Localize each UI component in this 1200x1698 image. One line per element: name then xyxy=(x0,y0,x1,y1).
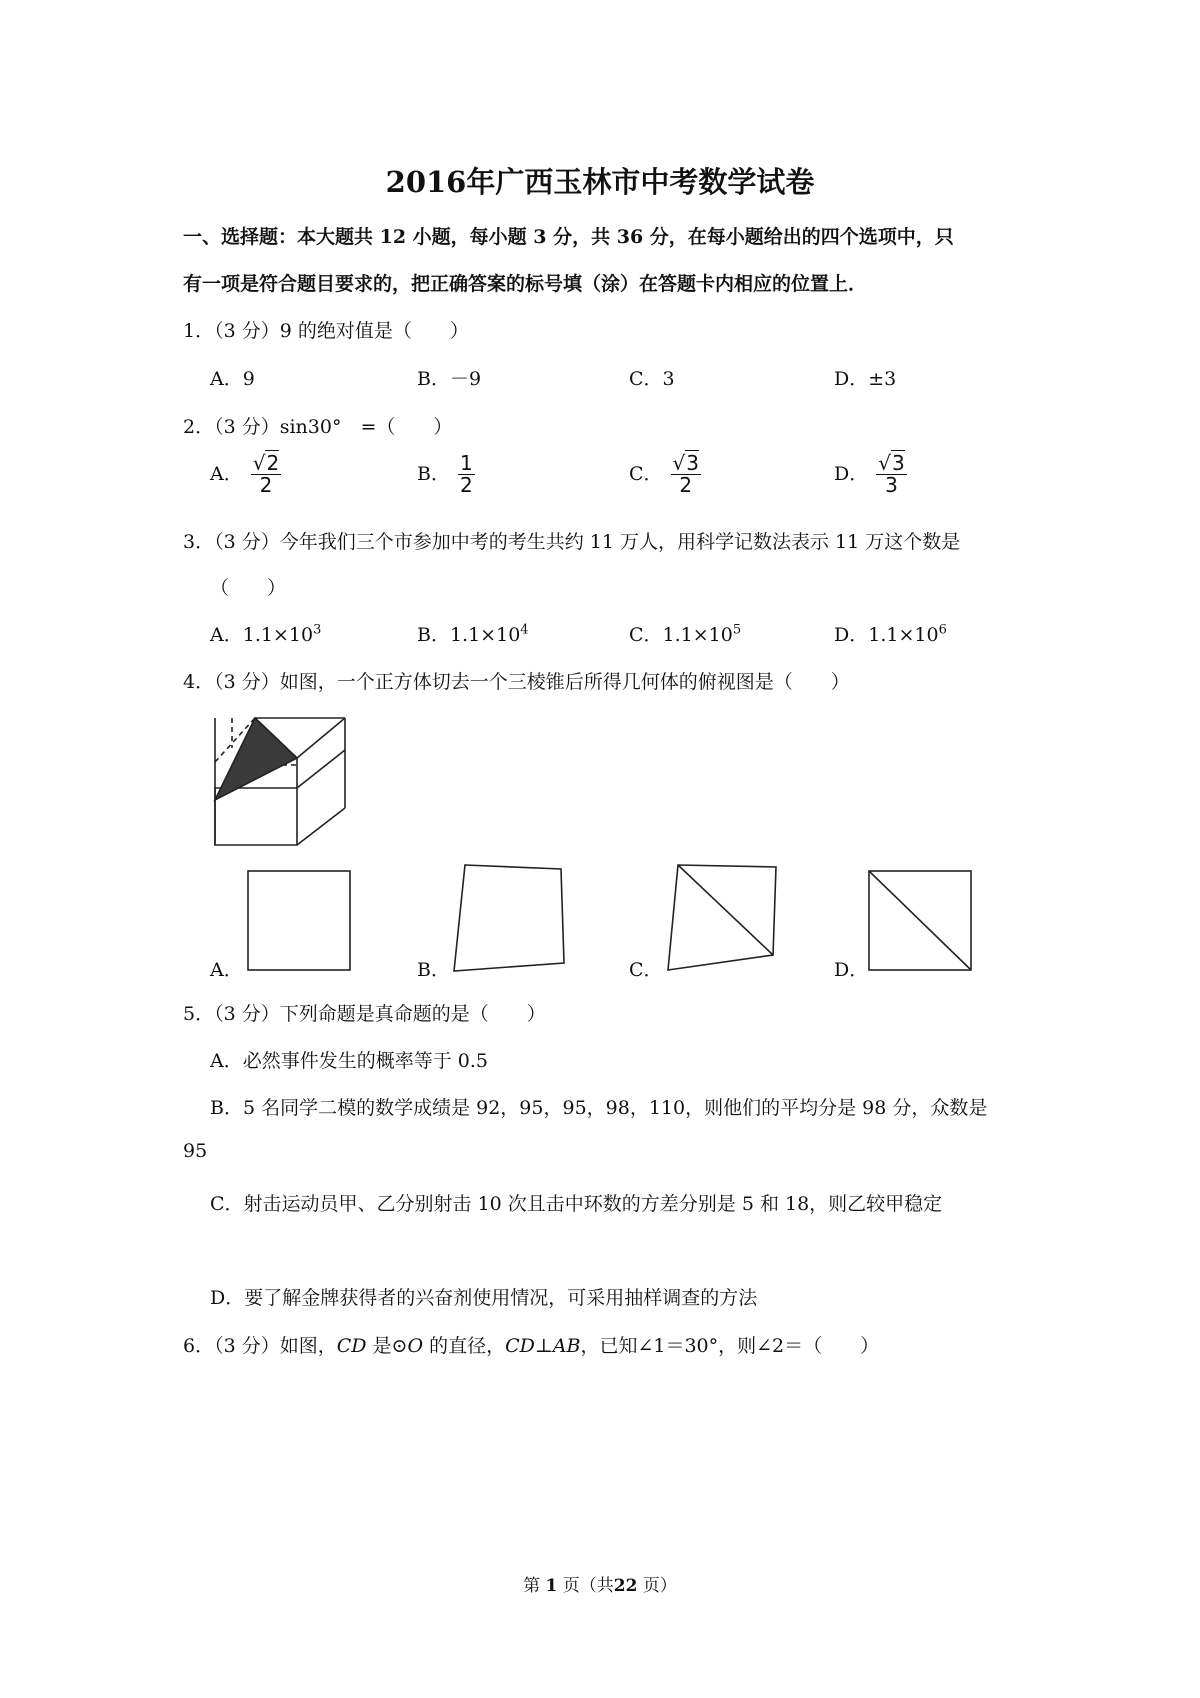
option-label: B． xyxy=(417,624,450,646)
q5-option-d: D．要了解金牌获得者的兴奋剂使用情况，可采用抽样调查的方法 xyxy=(210,1287,758,1309)
option-base: 1.1×10 xyxy=(242,624,314,646)
radical-sign: √ xyxy=(878,451,891,475)
fraction-denominator: 2 xyxy=(459,473,473,497)
fraction-numerator: 3 xyxy=(686,451,700,475)
option-label: D． xyxy=(834,624,869,646)
q6-prefix: 6．（3 分）如图， xyxy=(183,1335,337,1357)
q4-option-d-label: D． xyxy=(834,959,869,981)
footer-text: 页） xyxy=(642,1576,677,1596)
q6-text: 是⊙ xyxy=(366,1335,408,1357)
option-base: 1.1×10 xyxy=(868,624,939,646)
fraction-denominator: 2 xyxy=(679,473,693,497)
q2-option-a-label: A． xyxy=(210,462,243,485)
q1-option-b: B．－9 xyxy=(417,368,482,390)
q4-option-c-diagonal xyxy=(678,865,773,955)
option-base: 1.1×10 xyxy=(662,624,733,646)
q6-segment-ab: AB xyxy=(552,1335,581,1357)
page-footer xyxy=(0,1571,1200,1596)
option-exponent: 3 xyxy=(313,622,322,638)
q6-segment-cd: CD xyxy=(505,1335,535,1357)
option-exponent: 6 xyxy=(938,622,947,638)
footer-total-pages: 22 xyxy=(613,1576,638,1596)
q1-option-a: A．9 xyxy=(210,368,255,390)
option-base: 1.1×10 xyxy=(449,624,521,646)
q6-circle-o: O xyxy=(407,1335,424,1357)
q2-option-d-label: D． xyxy=(834,462,869,485)
q4-option-b-quadrilateral xyxy=(454,865,564,971)
q1-option-d: D．±3 xyxy=(834,368,897,390)
page-title: 2016年广西玉林市中考数学试卷 xyxy=(385,165,815,199)
q4-option-d-diagonal xyxy=(869,871,971,970)
q1-option-c: C．3 xyxy=(629,368,675,390)
footer-text: 第 xyxy=(523,1576,541,1596)
q5-option-a: A．必然事件发生的概率等于 0.5 xyxy=(210,1050,488,1072)
footer-page-number: 1 xyxy=(545,1576,558,1596)
fraction-numerator: 3 xyxy=(891,451,905,475)
question-6-stem xyxy=(183,1331,879,1358)
q4-option-c-label: C． xyxy=(629,959,663,981)
question-1-stem: 1．（3 分）9 的绝对值是（ ） xyxy=(183,320,469,342)
radical-sign: √ xyxy=(672,451,686,475)
option-exponent: 4 xyxy=(520,622,529,638)
option-label: C． xyxy=(629,624,663,646)
question-3-stem-line-2: （ ） xyxy=(210,577,287,599)
q2-option-c-label: C． xyxy=(629,462,663,485)
q4-option-c-quadrilateral xyxy=(668,865,776,970)
question-2-stem: 2．（3 分）sin30° =（ ） xyxy=(183,416,453,438)
footer-text: 页（共 xyxy=(562,1576,614,1596)
perpendicular-symbol: ⊥ xyxy=(534,1335,553,1357)
q6-text: ，已知∠1＝30°，则∠2＝（ ） xyxy=(580,1335,880,1357)
option-exponent: 5 xyxy=(732,622,742,638)
fraction-numerator: 1 xyxy=(459,451,473,475)
fraction-denominator: 3 xyxy=(885,473,898,497)
q4-option-a-square xyxy=(248,871,350,970)
q4-option-b-label: B． xyxy=(417,959,450,981)
q5-option-b-line-1: B．5 名同学二模的数学成绩是 92，95，95，98，110，则他们的平均分是 98 分，众数是 xyxy=(210,1097,988,1119)
question-4-stem: 4．（3 分）如图，一个正方体切去一个三棱锥后所得几何体的俯视图是（ ） xyxy=(183,671,850,693)
q5-option-c: C．射击运动员甲、乙分别射击 10 次且击中环数的方差分别是 5 和 18，则乙较甲稳定 xyxy=(210,1193,943,1215)
question-5-stem: 5．（3 分）下列命题是真命题的是（ ） xyxy=(183,1003,546,1025)
q4-option-a-label: A． xyxy=(210,959,243,981)
fraction-denominator: 2 xyxy=(259,473,273,497)
radical-sign: √ xyxy=(252,451,266,475)
q5-option-b-line-2: 95 xyxy=(183,1140,208,1162)
fraction-numerator: 2 xyxy=(266,451,280,475)
option-label: A． xyxy=(210,624,243,646)
question-3-stem-line-1: 3．（3 分）今年我们三个市参加中考的考生共约 11 万人，用科学记数法表示 11 万这个数是 xyxy=(183,531,961,553)
q2-option-b-label: B． xyxy=(417,462,450,485)
q6-text: 的直径， xyxy=(423,1335,506,1357)
section-instructions-line-1: 一、选择题：本大题共 12 小题，每小题 3 分，共 36 分，在每小题给出的四个选项中，只 xyxy=(183,226,954,248)
q6-segment-cd: CD xyxy=(336,1335,367,1357)
section-instructions-line-2: 有一项是符合题目要求的，把正确答案的标号填（涂）在答题卡内相应的位置上． xyxy=(183,273,868,295)
